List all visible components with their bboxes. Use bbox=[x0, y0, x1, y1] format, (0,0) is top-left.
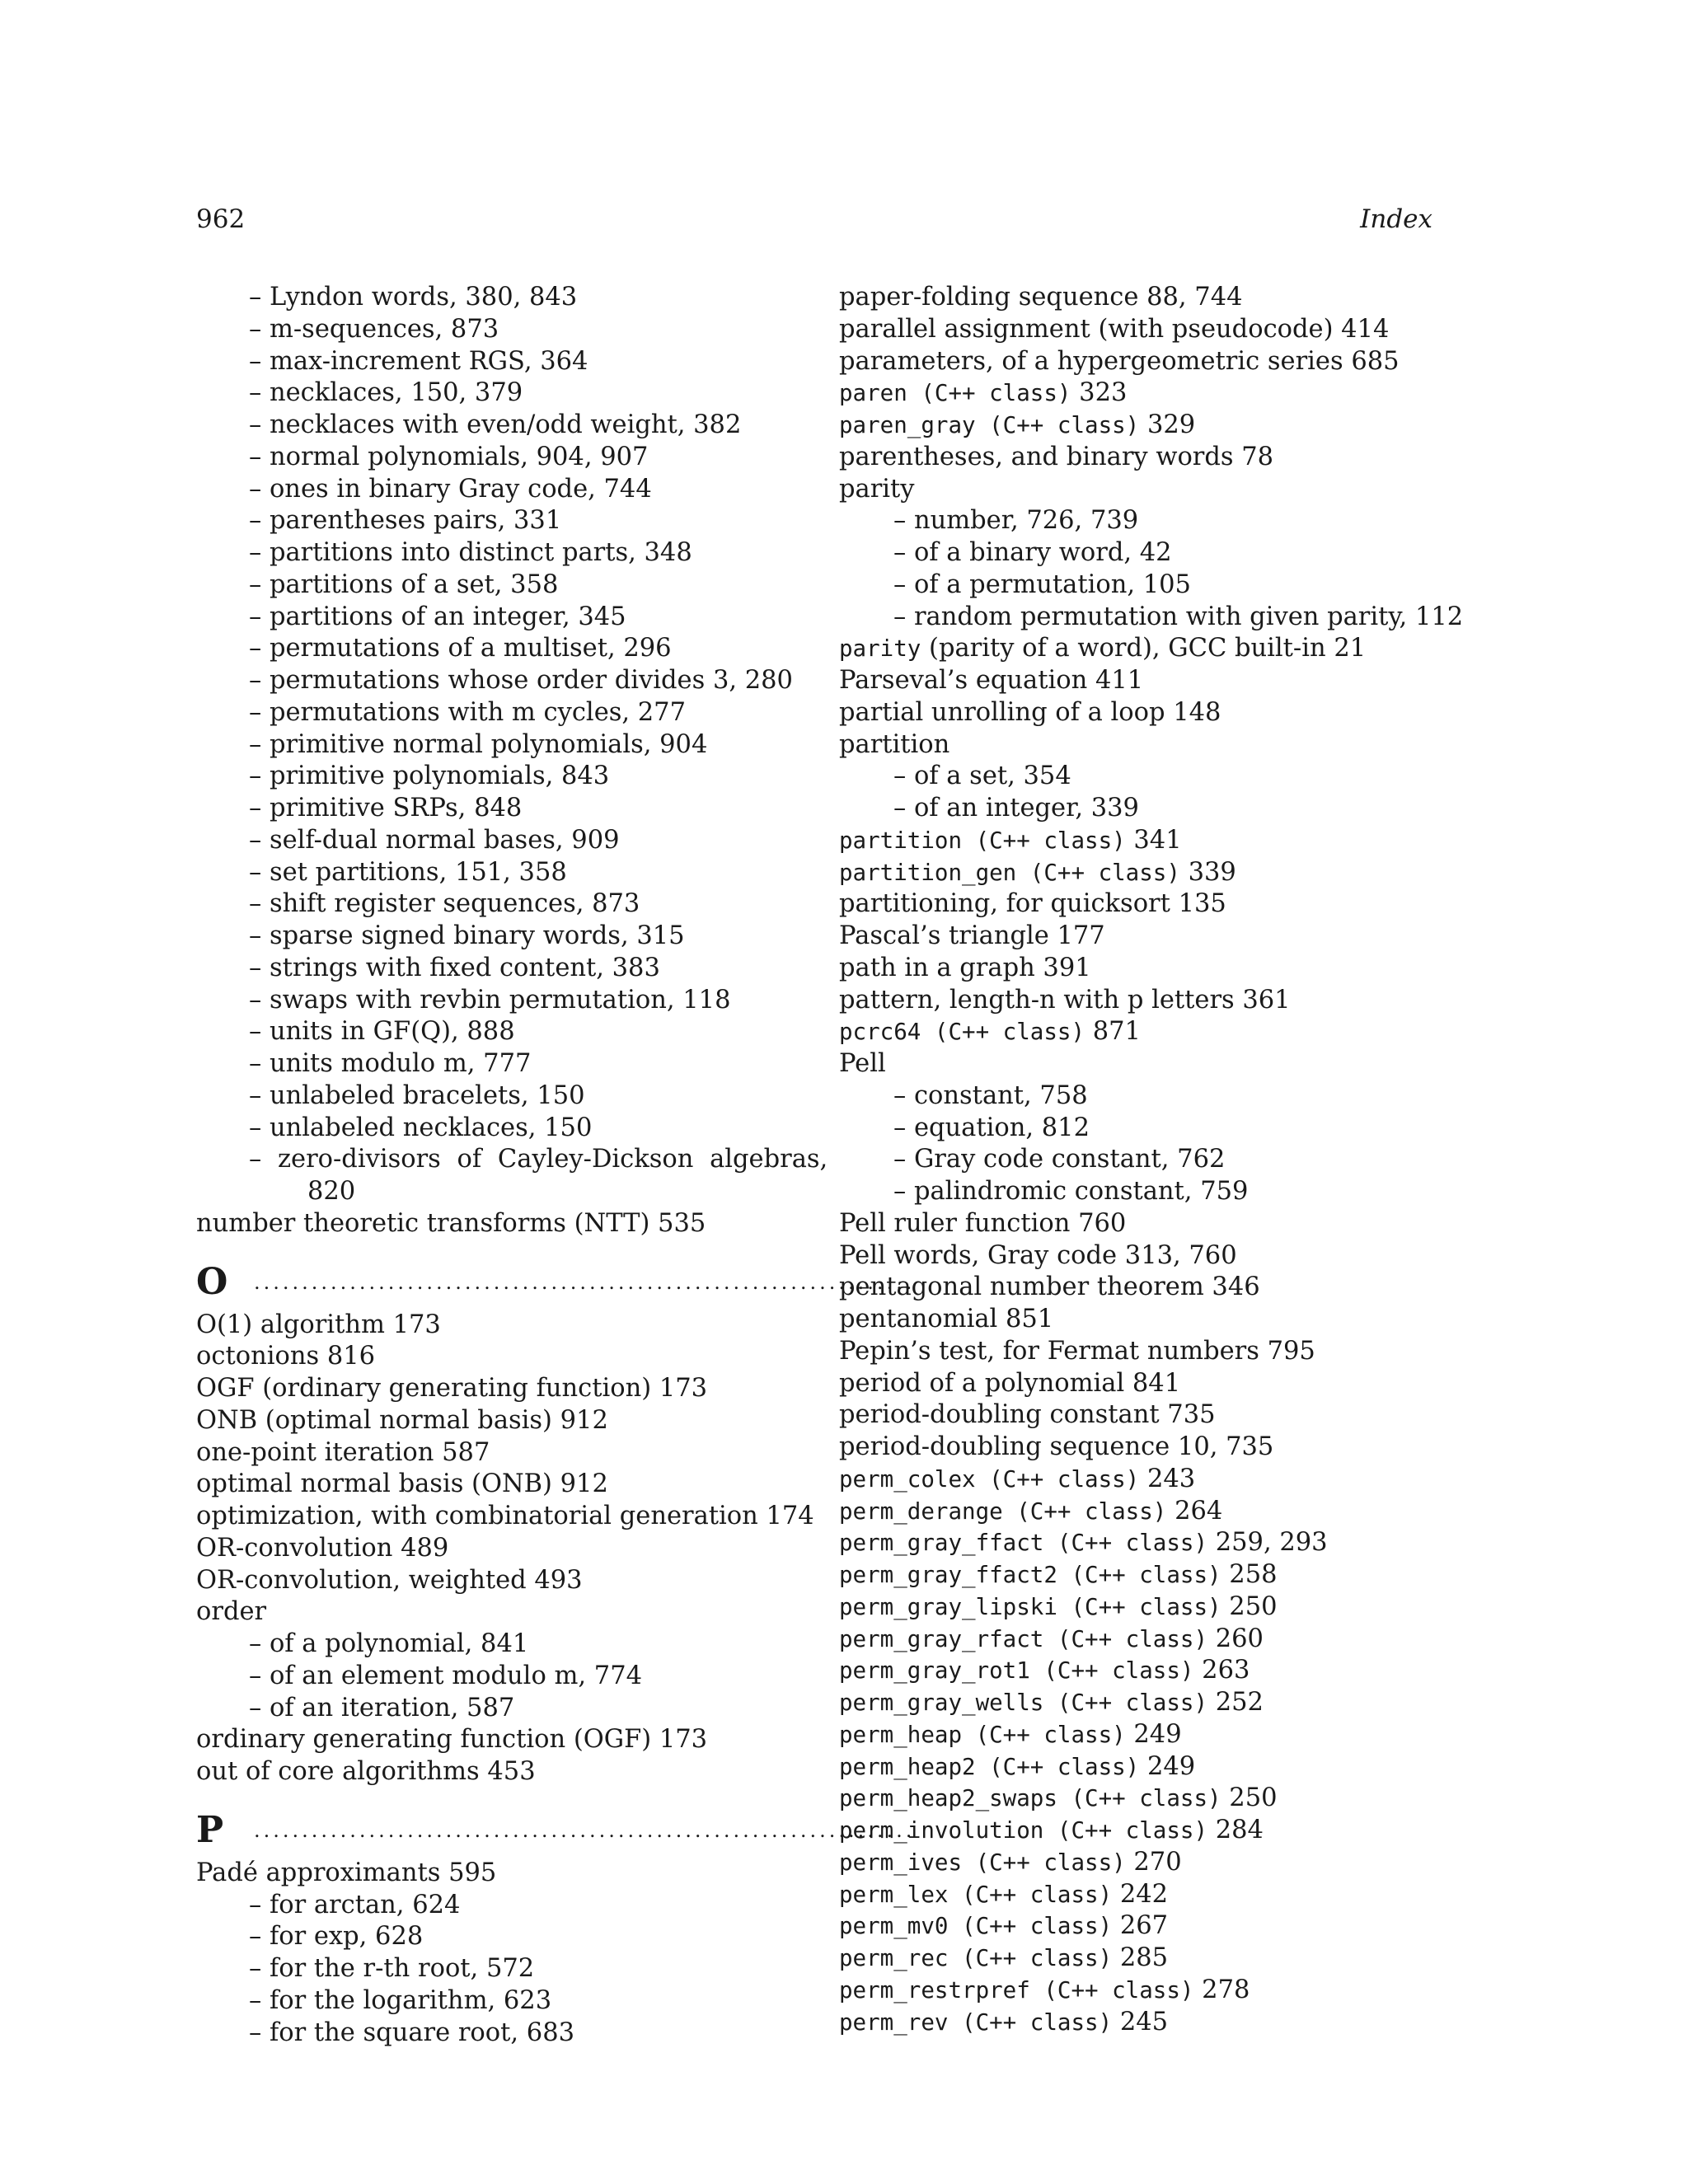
index-entry: OR-convolution 489 bbox=[196, 1533, 449, 1563]
page-refs: 258 bbox=[1229, 1560, 1278, 1589]
page-refs: 323 bbox=[1079, 378, 1128, 408]
code-term: paren_gray (C++ class) bbox=[839, 412, 1140, 438]
index-subentry: – necklaces, 150, 379 bbox=[249, 378, 523, 408]
index-subentry: – unlabeled bracelets, 150 bbox=[249, 1080, 585, 1110]
index-subentry: – units in GF(Q), 888 bbox=[249, 1017, 515, 1047]
code-term: perm_gray_lipski (C++ class) bbox=[839, 1593, 1221, 1620]
index-entry-code bbox=[839, 1751, 1432, 1783]
code-term: perm_gray_rfact (C++ class) bbox=[839, 1625, 1208, 1652]
index-subentry: – of an iteration, 587 bbox=[249, 1693, 515, 1722]
code-term: perm_ives (C++ class) bbox=[839, 1849, 1126, 1876]
index-entry: parity bbox=[839, 474, 915, 504]
index-entry: partition bbox=[839, 729, 950, 759]
index-entry-code bbox=[839, 377, 1432, 410]
index-entry: parameters, of a hypergeometric series 685 bbox=[839, 346, 1400, 376]
index-entry-code bbox=[839, 1591, 1432, 1624]
index-subentry: – zero-divisors of Cayley-Dickson algebras, bbox=[249, 1145, 828, 1174]
index-subentry: – permutations with m cycles, 277 bbox=[249, 697, 686, 727]
code-term: perm_heap2_swaps (C++ class) bbox=[839, 1785, 1221, 1812]
index-subentry: – for exp, 628 bbox=[249, 1922, 424, 1952]
index-subentry: – of a polynomial, 841 bbox=[249, 1629, 529, 1658]
code-term: perm_rev (C++ class) bbox=[839, 2008, 1113, 2036]
index-entry: Pepin’s test, for Fermat numbers 795 bbox=[839, 1336, 1315, 1366]
index-subentry: – ones in binary Gray code, 744 bbox=[249, 474, 652, 504]
code-term: perm_gray_wells (C++ class) bbox=[839, 1690, 1208, 1716]
index-entry: Pell words, Gray code 313, 760 bbox=[839, 1240, 1237, 1270]
index-subentry-continuation: 820 bbox=[307, 1177, 356, 1206]
index-entry-code bbox=[839, 1815, 1432, 1847]
index-subentry: – max-increment RGS, 364 bbox=[249, 346, 588, 376]
running-head: Index bbox=[1360, 204, 1432, 234]
code-term: perm_heap2 (C++ class) bbox=[839, 1753, 1140, 1780]
code-term: parity bbox=[839, 635, 921, 663]
code-term: perm_heap (C++ class) bbox=[839, 1721, 1126, 1748]
code-term: perm_gray_rot1 (C++ class) bbox=[839, 1657, 1194, 1685]
page-refs: 264 bbox=[1175, 1496, 1223, 1526]
section-heading-o bbox=[196, 1260, 916, 1305]
index-entry-code bbox=[839, 1847, 1432, 1879]
index-entry-code bbox=[839, 825, 1432, 857]
index-entry: pentagonal number theorem 346 bbox=[839, 1272, 1260, 1302]
code-term: perm_gray_ffact (C++ class) bbox=[839, 1530, 1208, 1557]
section-heading-p bbox=[196, 1808, 916, 1853]
index-subentry: – swaps with revbin permutation, 118 bbox=[249, 985, 731, 1015]
code-term: perm_gray_ffact2 (C++ class) bbox=[839, 1562, 1221, 1588]
index-subentry: – partitions of an integer, 345 bbox=[249, 602, 626, 631]
page-refs: 242 bbox=[1119, 1879, 1169, 1909]
index-entry-code bbox=[839, 1687, 1432, 1719]
index-subentry: – unlabeled necklaces, 150 bbox=[249, 1113, 593, 1142]
page-refs: 284 bbox=[1215, 1816, 1264, 1844]
page-refs: 263 bbox=[1202, 1656, 1250, 1685]
index-entry: one-point iteration 587 bbox=[196, 1437, 490, 1467]
index-entry: pattern, length-n with p letters 361 bbox=[839, 985, 1291, 1015]
index-subentry: – equation, 812 bbox=[893, 1113, 1090, 1142]
page-refs: 329 bbox=[1146, 410, 1196, 439]
index-subentry: – random permutation with given parity, 112 bbox=[893, 602, 1464, 631]
index-entry: period-doubling sequence 10, 735 bbox=[839, 1432, 1274, 1461]
index-entry: Pascal’s triangle 177 bbox=[839, 921, 1105, 950]
code-term: perm_mv0 (C++ class) bbox=[839, 1913, 1113, 1940]
page-refs: 871 bbox=[1092, 1017, 1141, 1047]
index-entry: optimal normal basis (ONB) 912 bbox=[196, 1469, 608, 1499]
code-term: perm_derange (C++ class) bbox=[839, 1497, 1167, 1525]
index-entry-code bbox=[839, 1655, 1432, 1687]
index-subentry: – partitions into distinct parts, 348 bbox=[249, 538, 692, 567]
index-subentry: – necklaces with even/odd weight, 382 bbox=[249, 410, 742, 439]
index-entry-code bbox=[839, 2007, 1432, 2039]
code-term: pcrc64 (C++ class) bbox=[839, 1019, 1085, 1046]
index-entry: octonions 816 bbox=[196, 1342, 376, 1371]
page-refs: 339 bbox=[1188, 857, 1236, 887]
index-entry: period-doubling constant 735 bbox=[839, 1400, 1216, 1430]
entry-text: (parity of a word), GCC built-in 21 bbox=[929, 634, 1367, 663]
code-term: perm_colex (C++ class) bbox=[839, 1465, 1140, 1493]
index-subentry: – primitive polynomials, 843 bbox=[249, 762, 610, 791]
page-refs: 341 bbox=[1133, 825, 1182, 855]
index-subentry: – Lyndon words, 380, 843 bbox=[249, 283, 578, 312]
index-subentry: – of a set, 354 bbox=[893, 762, 1071, 791]
index-entry: period of a polynomial 841 bbox=[839, 1368, 1181, 1398]
page-refs: 249 bbox=[1133, 1719, 1182, 1749]
index-entry-code bbox=[839, 857, 1432, 889]
page-refs: 260 bbox=[1215, 1624, 1264, 1653]
index-subentry: – palindromic constant, 759 bbox=[893, 1177, 1249, 1206]
index-entry-code bbox=[839, 633, 1432, 665]
page-header bbox=[196, 204, 1432, 241]
index-entry: pentanomial 851 bbox=[839, 1305, 1054, 1333]
code-term: perm_lex (C++ class) bbox=[839, 1881, 1113, 1908]
index-entry: partitioning, for quicksort 135 bbox=[839, 889, 1226, 919]
index-entry: O(1) algorithm 173 bbox=[196, 1310, 441, 1339]
index-entry-code bbox=[839, 1464, 1432, 1496]
index-entry: out of core algorithms 453 bbox=[196, 1757, 536, 1786]
index-entry: Padé approximants 595 bbox=[196, 1858, 497, 1887]
index-subentry: – shift register sequences, 873 bbox=[249, 889, 640, 919]
page-refs: 243 bbox=[1146, 1464, 1196, 1493]
index-entry: parentheses, and binary words 78 bbox=[839, 442, 1274, 471]
page-refs: 250 bbox=[1229, 1783, 1278, 1813]
code-term: perm_involution (C++ class) bbox=[839, 1817, 1208, 1844]
index-entry-code bbox=[839, 1559, 1432, 1591]
index-subentry: – for the r-th root, 572 bbox=[249, 1954, 535, 1983]
index-entry: path in a graph 391 bbox=[839, 953, 1091, 982]
page-refs: 245 bbox=[1119, 2007, 1169, 2036]
section-letter: P bbox=[196, 1808, 224, 1851]
page-number: 962 bbox=[196, 204, 246, 234]
index-subentry: – Gray code constant, 762 bbox=[893, 1145, 1226, 1174]
index-entry-code bbox=[839, 1783, 1432, 1815]
page-refs: 267 bbox=[1119, 1911, 1169, 1941]
index-subentry: – of an integer, 339 bbox=[893, 794, 1139, 823]
index-subentry: – permutations of a multiset, 296 bbox=[249, 634, 672, 663]
index-subentry: – parentheses pairs, 331 bbox=[249, 506, 562, 536]
page-refs: 252 bbox=[1215, 1688, 1264, 1717]
index-entry-code bbox=[839, 1910, 1432, 1943]
index-subentry: – primitive normal polynomials, 904 bbox=[249, 729, 708, 759]
index-subentry: – number, 726, 739 bbox=[893, 506, 1139, 536]
index-entry-code bbox=[839, 1527, 1432, 1559]
index-subentry: – of a binary word, 42 bbox=[893, 538, 1172, 567]
section-letter: O bbox=[196, 1260, 228, 1303]
index-entry: OGF (ordinary generating function) 173 bbox=[196, 1374, 708, 1403]
index-subentry: – m-sequences, 873 bbox=[249, 314, 499, 344]
index-entry: partial unrolling of a loop 148 bbox=[839, 697, 1221, 727]
index-entry-code bbox=[839, 1719, 1432, 1751]
index-entry: number theoretic transforms (NTT) 535 bbox=[196, 1208, 706, 1238]
page-refs: 285 bbox=[1119, 1943, 1169, 1972]
index-entry-code bbox=[839, 1624, 1432, 1656]
index-entry-code bbox=[839, 1943, 1432, 1975]
index-entry: Pell bbox=[839, 1049, 886, 1078]
index-entry-code bbox=[839, 1016, 1432, 1048]
index-entry: ONB (optimal normal basis) 912 bbox=[196, 1405, 608, 1435]
index-subentry: – normal polynomials, 904, 907 bbox=[249, 442, 649, 471]
page-refs: 270 bbox=[1133, 1847, 1182, 1877]
index-subentry: – self-dual normal bases, 909 bbox=[249, 825, 620, 855]
index-entry: OR-convolution, weighted 493 bbox=[196, 1565, 583, 1595]
index-subentry: – units modulo m, 777 bbox=[249, 1049, 532, 1078]
index-entry: Pell ruler function 760 bbox=[839, 1208, 1127, 1238]
index-subentry: – for the square root, 683 bbox=[249, 2018, 575, 2047]
code-term: perm_rec (C++ class) bbox=[839, 1945, 1113, 1971]
index-subentry: – of an element modulo m, 774 bbox=[249, 1661, 643, 1690]
index-subentry: – constant, 758 bbox=[893, 1080, 1088, 1110]
page-refs: 278 bbox=[1202, 1975, 1250, 2004]
index-subentry: – partitions of a set, 358 bbox=[249, 569, 559, 599]
index-subentry: – set partitions, 151, 358 bbox=[249, 857, 567, 887]
index-subentry: – primitive SRPs, 848 bbox=[249, 794, 523, 823]
code-term: partition_gen (C++ class) bbox=[839, 859, 1180, 886]
section-leader-dots: ..................................................................... bbox=[254, 1270, 916, 1294]
code-term: perm_restrpref (C++ class) bbox=[839, 1976, 1194, 2004]
index-entry-code bbox=[839, 410, 1432, 442]
index-column-right bbox=[839, 282, 1464, 2038]
index-entry: Parseval’s equation 411 bbox=[839, 666, 1144, 695]
index-entry-code bbox=[839, 1496, 1432, 1528]
index-entry: order bbox=[196, 1597, 267, 1627]
page-refs: 250 bbox=[1229, 1591, 1278, 1621]
index-entry: ordinary generating function (OGF) 173 bbox=[196, 1725, 708, 1755]
index-entry-code bbox=[839, 1879, 1432, 1911]
page-refs: 259, 293 bbox=[1215, 1528, 1328, 1558]
page-refs: 249 bbox=[1146, 1751, 1196, 1781]
code-term: partition (C++ class) bbox=[839, 827, 1126, 854]
index-entry: parallel assignment (with pseudocode) 414 bbox=[839, 314, 1390, 344]
index-subentry: – for the logarithm, 623 bbox=[249, 1985, 552, 2015]
index-entry: paper-folding sequence 88, 744 bbox=[839, 283, 1243, 312]
index-subentry: – strings with fixed content, 383 bbox=[249, 953, 660, 982]
index-subentry: – sparse signed binary words, 315 bbox=[249, 921, 685, 950]
index-entry-code bbox=[839, 1975, 1432, 2007]
index-subentry: – permutations whose order divides 3, 280 bbox=[249, 666, 793, 695]
section-leader-dots: ..................................................................... bbox=[254, 1818, 916, 1842]
code-term: paren (C++ class) bbox=[839, 380, 1071, 407]
index-subentry: – for arctan, 624 bbox=[249, 1890, 461, 1919]
index-subentry: – of a permutation, 105 bbox=[893, 569, 1191, 599]
index-entry: optimization, with combinatorial generation 174 bbox=[196, 1502, 814, 1530]
